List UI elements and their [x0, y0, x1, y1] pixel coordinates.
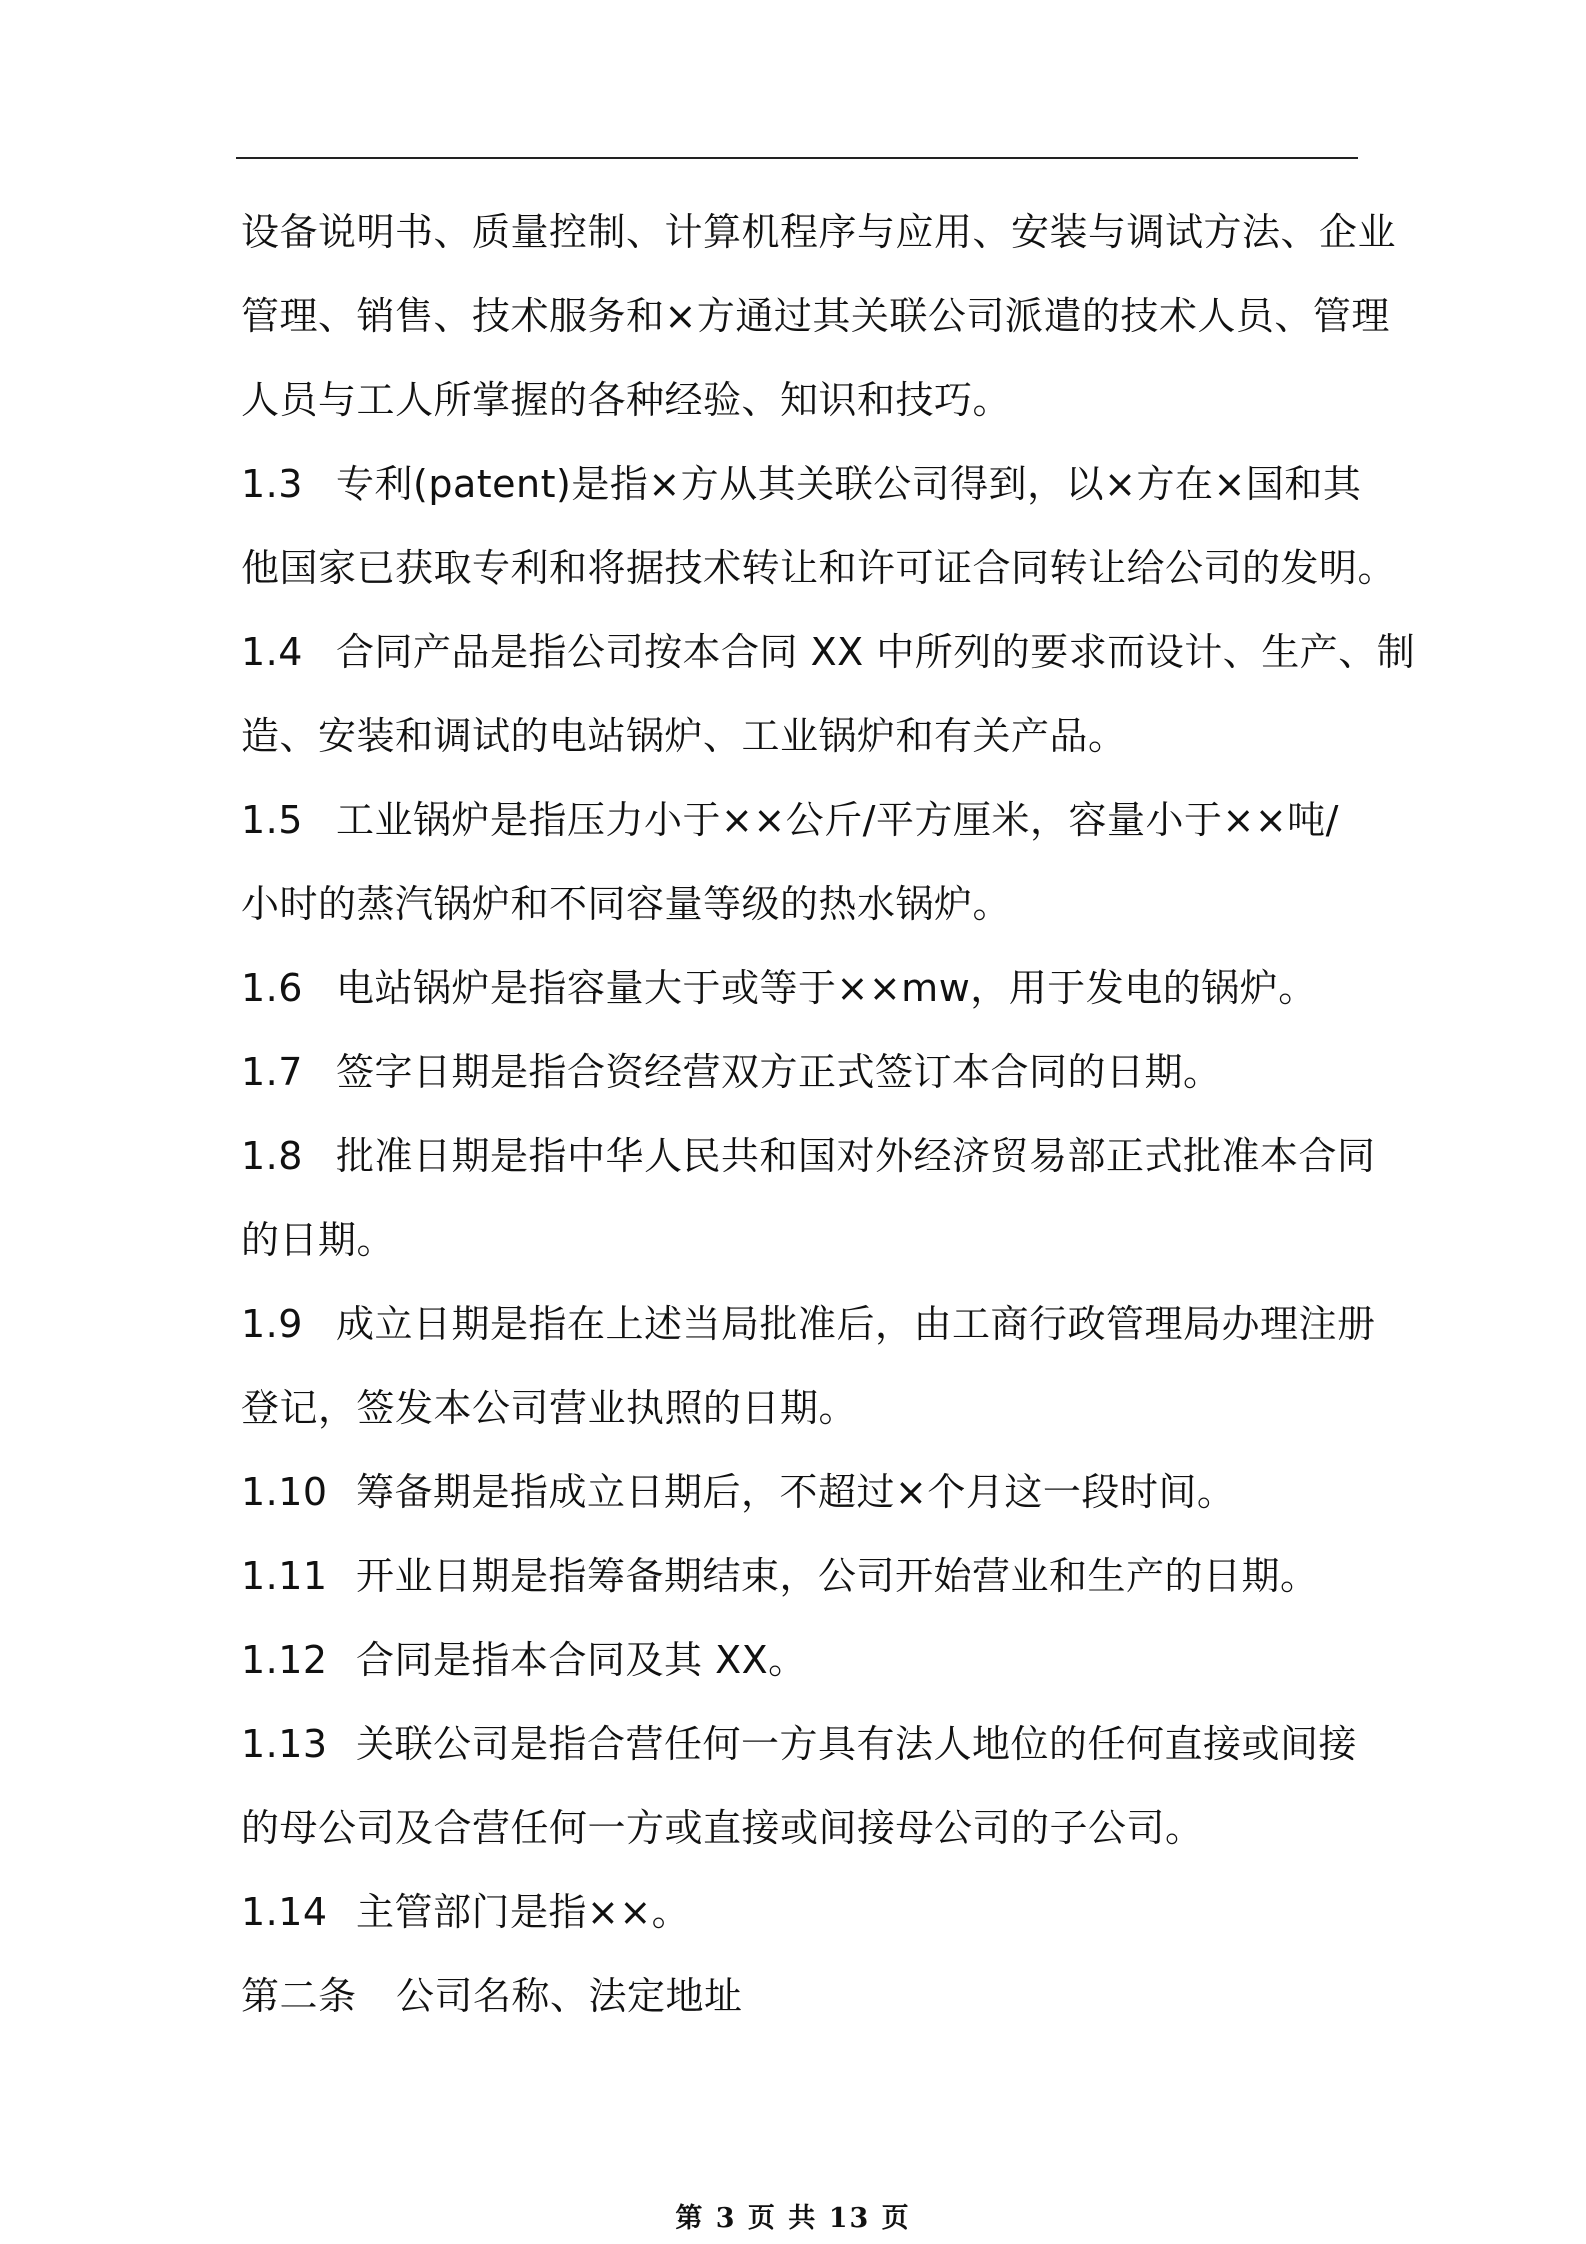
clause-number: 1.14 — [241, 1890, 328, 1934]
clause-continuation: 造、安装和调试的电站锅炉、工业锅炉和有关产品。 — [241, 714, 1127, 758]
clause-number: 1.3 — [241, 462, 303, 506]
clause-text: 合同是指本合同及其 XX。 — [356, 1638, 807, 1682]
section-heading — [241, 1954, 1361, 2038]
clause-number: 1.11 — [241, 1554, 328, 1598]
clause-1-5 — [241, 778, 1361, 862]
clause-text: 成立日期是指在上述当局批准后，由工商行政管理局办理注册 — [336, 1302, 1376, 1346]
clause-1-11 — [241, 1534, 1361, 1618]
clause-continuation: 登记，签发本公司营业执照的日期。 — [241, 1386, 858, 1430]
intro-line: 管理、销售、技术服务和×方通过其关联公司派遣的技术人员、管理 — [241, 294, 1390, 338]
clause-1-7 — [241, 1030, 1361, 1114]
clause-text: 合同产品是指公司按本合同 XX 中所列的要求而设计、生产、制 — [336, 630, 1416, 674]
intro-line: 设备说明书、质量控制、计算机程序与应用、安装与调试方法、企业 — [241, 210, 1397, 254]
section-title: 公司名称、法定地址 — [396, 1974, 743, 2018]
clause-number: 1.7 — [241, 1050, 303, 1094]
clause-text: 工业锅炉是指压力小于××公斤/平方厘米，容量小于××吨/ — [336, 798, 1339, 842]
clause-number: 1.5 — [241, 798, 303, 842]
header-rule — [236, 157, 1358, 159]
clause-text: 开业日期是指筹备期结束，公司开始营业和生产的日期。 — [356, 1554, 1319, 1598]
clause-number: 1.9 — [241, 1302, 303, 1346]
clause-1-4 — [241, 610, 1416, 694]
section-number: 第二条 — [241, 1974, 357, 2018]
document-body — [241, 190, 1416, 2038]
clause-text: 批准日期是指中华人民共和国对外经济贸易部正式批准本合同 — [336, 1134, 1376, 1178]
clause-1-6 — [241, 946, 1361, 1030]
clause-1-9 — [241, 1282, 1376, 1366]
clause-text: 筹备期是指成立日期后，不超过×个月这一段时间。 — [356, 1470, 1236, 1514]
clause-1-10 — [241, 1450, 1361, 1534]
clause-number: 1.13 — [241, 1722, 328, 1766]
clause-1-14 — [241, 1870, 1361, 1954]
clause-number: 1.10 — [241, 1470, 328, 1514]
intro-line: 人员与工人所掌握的各种经验、知识和技巧。 — [241, 378, 1012, 422]
clause-text: 主管部门是指××。 — [356, 1890, 691, 1934]
clause-continuation: 小时的蒸汽锅炉和不同容量等级的热水锅炉。 — [241, 882, 1012, 926]
clause-number: 1.8 — [241, 1134, 303, 1178]
clause-number: 1.4 — [241, 630, 303, 674]
clause-1-3 — [241, 442, 1361, 526]
clause-continuation: 他国家已获取专利和将据技术转让和许可证合同转让给公司的发明。 — [241, 546, 1397, 590]
page-number-footer: 第 3 页 共 13 页 — [675, 2203, 911, 2234]
clause-number: 1.12 — [241, 1638, 328, 1682]
clause-continuation: 的日期。 — [241, 1218, 396, 1262]
clause-1-12 — [241, 1618, 1361, 1702]
clause-1-13 — [241, 1702, 1361, 1786]
clause-continuation: 的母公司及合营任何一方或直接或间接母公司的子公司。 — [241, 1806, 1204, 1850]
clause-text: 关联公司是指合营任何一方具有法人地位的任何直接或间接 — [356, 1722, 1358, 1766]
clause-number: 1.6 — [241, 966, 303, 1010]
clause-text: 电站锅炉是指容量大于或等于××mw，用于发电的锅炉。 — [336, 966, 1317, 1010]
clause-text: 签字日期是指合资经营双方正式签订本合同的日期。 — [336, 1050, 1222, 1094]
clause-text: 专利(patent)是指×方从其关联公司得到，以×方在×国和其 — [336, 462, 1362, 506]
clause-1-8 — [241, 1114, 1376, 1198]
